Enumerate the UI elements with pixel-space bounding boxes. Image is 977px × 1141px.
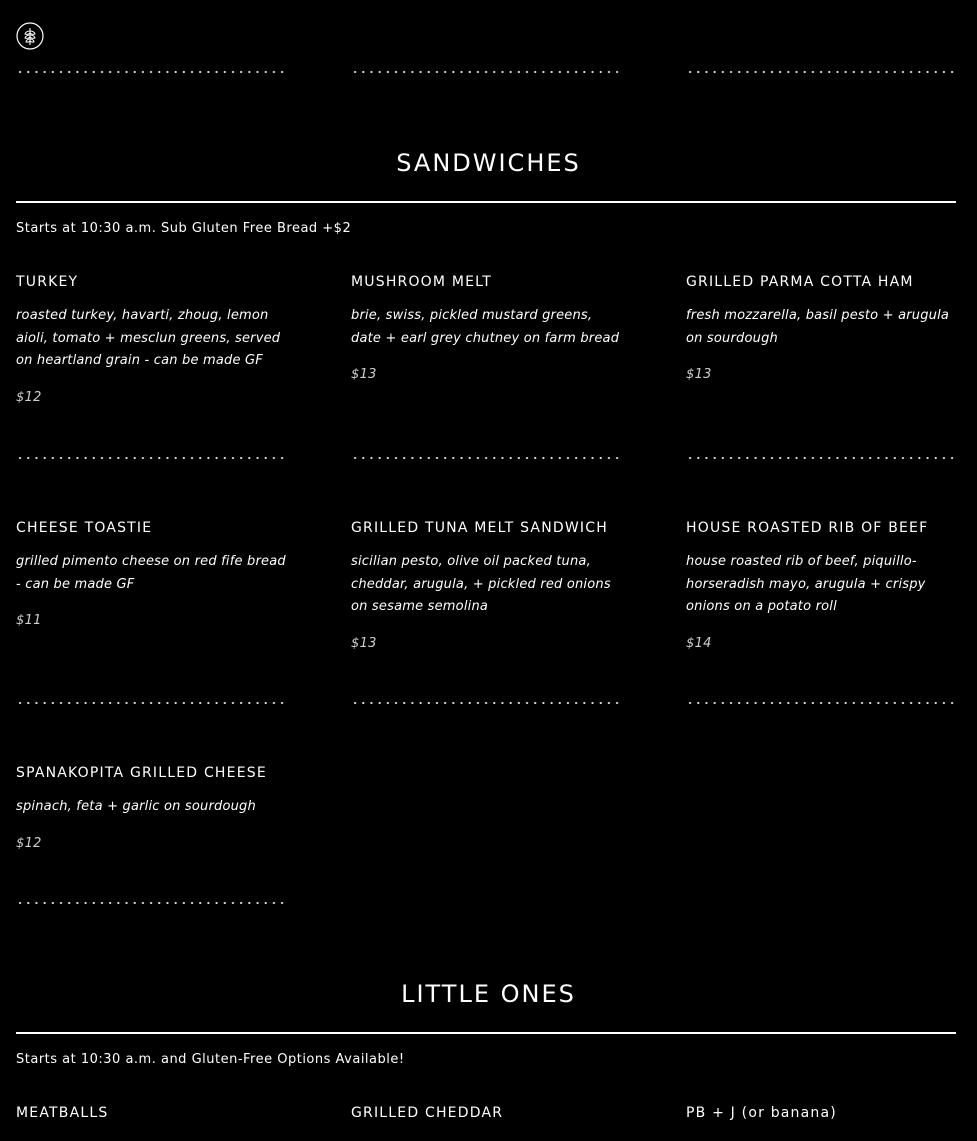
dotted-divider [351,70,621,74]
item-description: spinach, feta + garlic on sourdough [16,799,256,814]
item-name: CHEESE TOASTIE [16,520,153,536]
menu-item-pb-and-j [686,1104,958,1122]
item-description: fresh mozzarella, basil pesto + arugula on sourdough [686,308,950,346]
menu-item-mushroom-melt [351,273,623,382]
item-name: GRILLED CHEDDAR [351,1105,504,1121]
item-name: MUSHROOM MELT [351,274,492,290]
section-title-little-ones: LITTLE ONES [401,980,576,1008]
item-name: TURKEY [16,274,79,290]
wheat-logo-icon [16,22,44,50]
menu-item-grilled-parma-cotta-ham [686,273,958,382]
dotted-divider [351,701,621,705]
item-price: $11 [16,613,42,628]
section-note: Starts at 10:30 a.m. Sub Gluten Free Bread +$2 [16,221,352,236]
dotted-divider [686,701,956,705]
menu-item-turkey [16,273,288,405]
dotted-divider [16,701,286,705]
item-name: MEATBALLS [16,1105,109,1121]
section-title-sandwiches: SANDWICHES [396,149,581,177]
item-description: sicilian pesto, olive oil packed tuna, cheddar, arugula, + pickled red onions on sesame semolina [351,554,611,614]
dotted-divider [686,456,956,460]
item-price: $13 [351,635,377,651]
item-description: roasted turkey, havarti, zhoug, lemon aioli, tomato + mesclun greens, served on heartland grain - can be made GF [16,308,281,368]
dotted-divider [16,70,286,74]
item-name: GRILLED PARMA COTTA HAM [686,274,914,290]
item-name: SPANAKOPITA GRILLED CHEESE [16,765,267,781]
item-name: GRILLED TUNA MELT SANDWICH [351,520,608,536]
item-name: HOUSE ROASTED RIB OF BEEF [686,520,929,536]
menu-item-spanakopita-grilled-cheese [16,764,288,851]
menu-item-grilled-cheddar [351,1104,623,1122]
dotted-divider [686,70,956,74]
dotted-divider [351,456,621,460]
menu-item-meatballs [16,1104,288,1122]
section-rule [16,201,956,203]
item-price: $12 [16,835,42,851]
item-description: brie, swiss, pickled mustard greens, date + earl grey chutney on farm bread [351,308,620,346]
section-rule [16,1032,956,1034]
menu-item-house-roasted-rib-of-beef [686,519,958,651]
item-price: $12 [16,389,42,405]
item-description: grilled pimento cheese on red fife bread - can be made GF [16,554,286,592]
section-note: Starts at 10:30 a.m. and Gluten-Free Options Available! [16,1052,405,1067]
menu-item-grilled-tuna-melt [351,519,623,651]
item-price: $13 [351,367,377,382]
dotted-divider [16,901,286,905]
dotted-divider [16,456,286,460]
menu-item-cheese-toastie [16,519,288,628]
item-description: house roasted rib of beef, piquillo-horseradish mayo, arugula + crispy onions on a potato roll [686,554,926,614]
item-price: $14 [686,635,712,651]
item-price: $13 [686,367,712,382]
item-name: PB + J (or banana) [686,1105,837,1121]
